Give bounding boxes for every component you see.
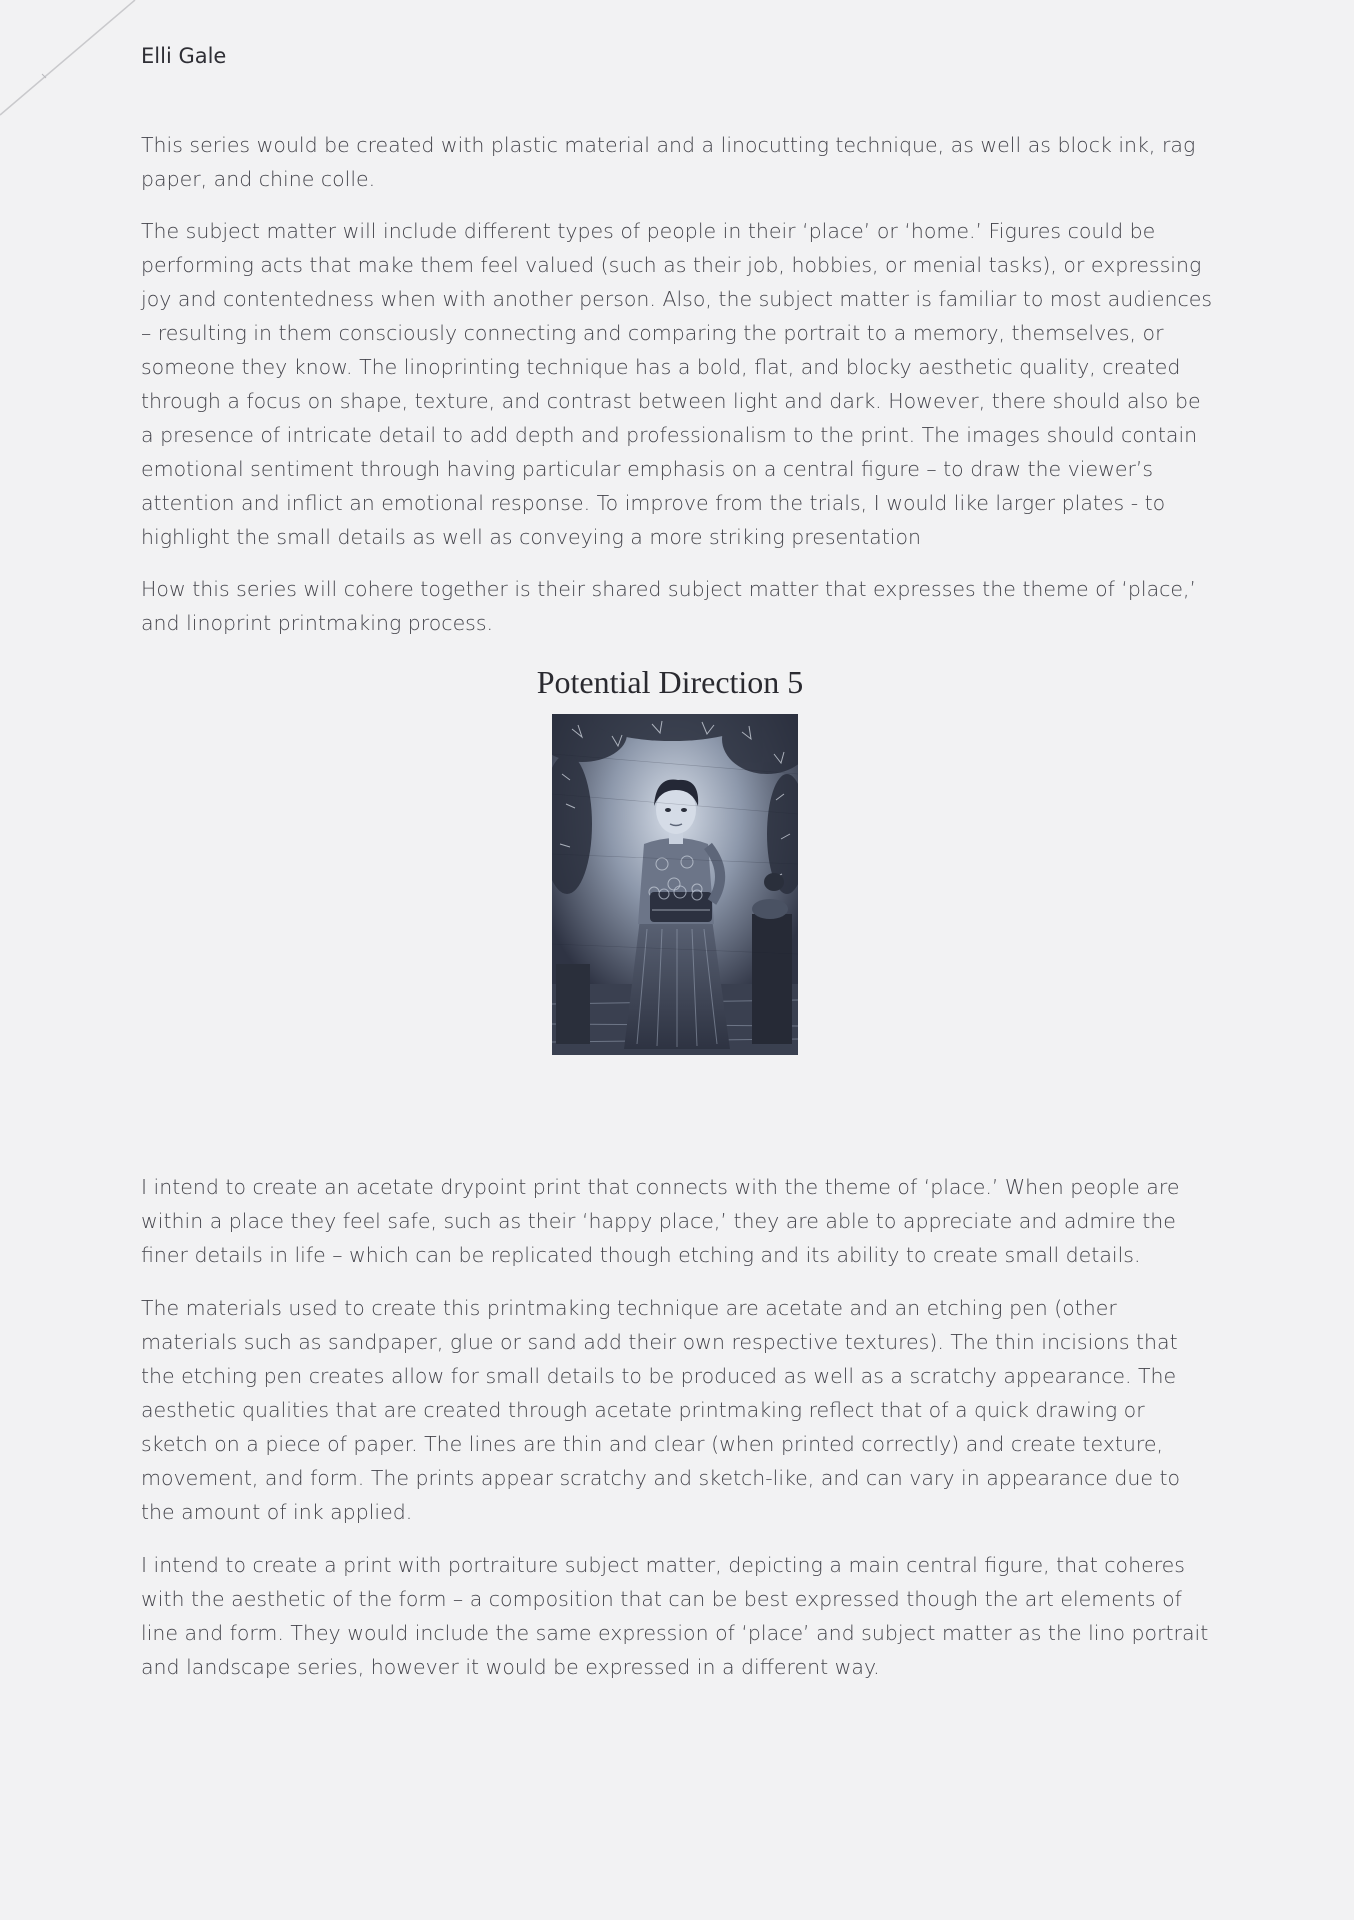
paragraph-materials: This series would be created with plastic material and a linocutting technique, as well as block ink, rag paper, and chine colle. xyxy=(141,133,1196,191)
paragraph-intention: I intend to create an acetate drypoint print that connects with the theme of ‘place.’ When people are within a place they feel safe, such as their ‘happy place,’ they are able to appreciate and admire the finer details in life – which can be replicated though etching and its ability to create small details. xyxy=(141,1175,1180,1267)
paper-fold-line xyxy=(0,0,140,120)
section-heading: Potential Direction 5 xyxy=(536,664,804,700)
author-name: Elli Gale xyxy=(141,44,227,68)
paragraph-subject-matter: The subject matter will include different types of people in their ‘place’ or ‘home.’ Figures could be performing acts that make them feel valued (such as their job, hobbies, or menial tasks), or expressing joy and contentedness when with another person. Also, the subject matter is familiar to most audiences – resulting in them consciously connecting and comparing the portrait to a memory, themselves, or someone they know. The linoprinting technique has a bold, flat, and blocky aesthetic quality, created through a focus on shape, texture, and contrast between light and dark. However, there should also be a presence of intricate detail to add depth and professionalism to the print. The images should contain emotional sentiment through having particular emphasis on a central figure – to draw the viewer’s attention and inflict an emotional response. To improve from the trials, I would like larger plates - to highlight the small details as well as conveying a more striking presentation xyxy=(141,219,1213,549)
portrait-print-image xyxy=(552,714,798,1055)
paragraph-portraiture: I intend to create a print with portraiture subject matter, depicting a main central figure, that coheres with the aesthetic of the form – a composition that can be best expressed though the art elements of line and form. They would include the same expression of ‘place’ and subject matter as the lino portrait and landscape series, however it would be expressed in a different way. xyxy=(141,1553,1209,1679)
paragraph-materials-etching: The materials used to create this printmaking technique are acetate and an etching pen (other materials such as sandpaper, glue or sand add their own respective textures). The thin incisions that the etching pen creates allow for small details to be produced as well as a scratchy appearance. The aesthetic qualities that are created through acetate printmaking reflect that of a quick drawing or sketch on a piece of paper. The lines are thin and clear (when printed correctly) and create texture, movement, and form. The prints appear scratchy and sketch-like, and can vary in appearance due to the amount of ink applied. xyxy=(141,1296,1181,1524)
drypoint-portrait-drawing xyxy=(552,714,798,1055)
paragraph-cohesion: How this series will cohere together is their shared subject matter that expresses the theme of ‘place,’ and linoprint printmaking process. xyxy=(141,577,1197,635)
